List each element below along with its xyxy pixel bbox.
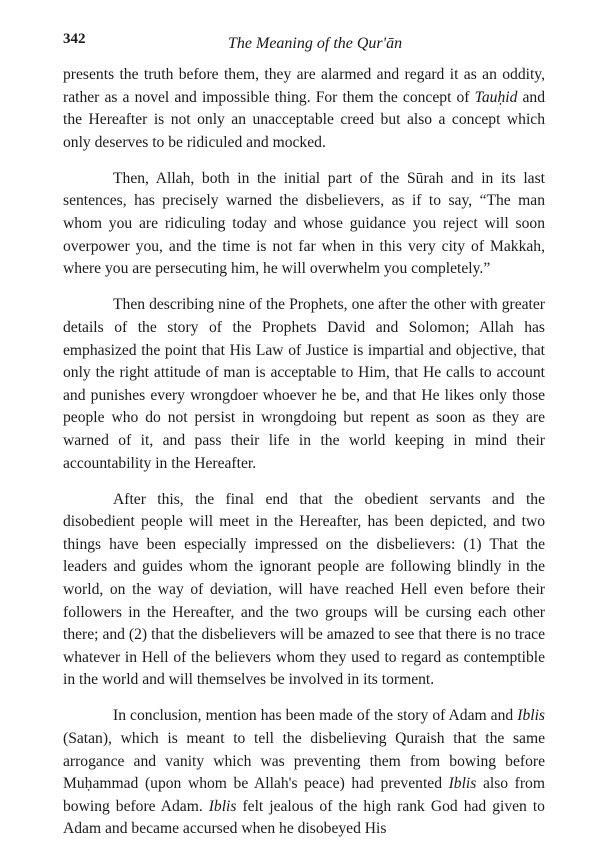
- page-header: [63, 31, 545, 55]
- paragraph-5-text-d: felt jealous of the high rank God had given to Adam and became accursed when he disobeyed His: [63, 797, 545, 838]
- italic-term-iblis: Iblis: [448, 775, 477, 793]
- paragraph-2: Then, Allah, both in the initial part of the Sūrah and in its last sentences, has precisely warned the disbelievers, as if to say, “The man whom you are ridiculing today and whose guidance you reject will soon overpower you, and the time is not far when in this very city of Makkah, where you are persecuting him, he will overwhelm you completely.”: [63, 169, 545, 278]
- paragraph-5-text-a: In conclusion, mention has been made of the story of Adam and: [113, 707, 518, 725]
- paragraph-1: [63, 64, 545, 154]
- paragraph-3: Then describing nine of the Prophets, one after the other with greater details of the story of the Prophets David and Solomon; Allah has emphasized the point that His Law of Justice is impartial and objective, that only the right attitude of man is acceptable to Him, that He calls to account and punishes every wrongdoer whoever he be, and that He likes only those people who do not persist in wrongdoing but repent as soon as they are warned of it, and pass their life in the world keeping in mind their accountability in the Hereafter.: [63, 296, 545, 472]
- paragraph-5-text-b: (Satan), which is meant to tell the disbelieving Quraish that the same arrogance and vanity which was preventing them from bowing before Muḥammad (upon whom be Allah's peace) had prevented: [63, 730, 545, 793]
- paragraph-5: [63, 705, 545, 841]
- paragraph-4: After this, the final end that the obedient servants and the disobedient people will meet in the Hereafter, has been depicted, and two things have been especially impressed on the disbelievers: (1) That the leaders and guides whom the ignorant people are following blindly in the world, on the way of deviation, will have reached Hell even before their followers in the Hereafter, and the two groups will be cursing each other there; and (2) that the disbelievers will be amazed to see that there is no trace whatever in Hell of the believers whom they used to regard as contemptible in the world and will themselves be involved in its torment.: [63, 490, 545, 689]
- paragraph-1-text-b: and the Hereafter is not only an unacceptable creed but also a concept which only deserves to be ridiculed and mocked.: [63, 88, 545, 151]
- italic-term-tauhid: Tauḥid: [474, 88, 518, 106]
- paragraph-5-text-c: also from bowing before Adam.: [63, 775, 545, 815]
- paragraph-1-text-a: presents the truth before them, they are alarmed and regard it as an oddity, rather as a novel and impossible thing. For them the concept of: [63, 66, 545, 106]
- page-number: 342: [63, 31, 86, 47]
- italic-term-iblis: Iblis: [517, 707, 545, 725]
- page-body: [63, 64, 545, 855]
- italic-term-iblis: Iblis: [208, 797, 237, 815]
- running-title: The Meaning of the Qur'ān: [228, 35, 403, 52]
